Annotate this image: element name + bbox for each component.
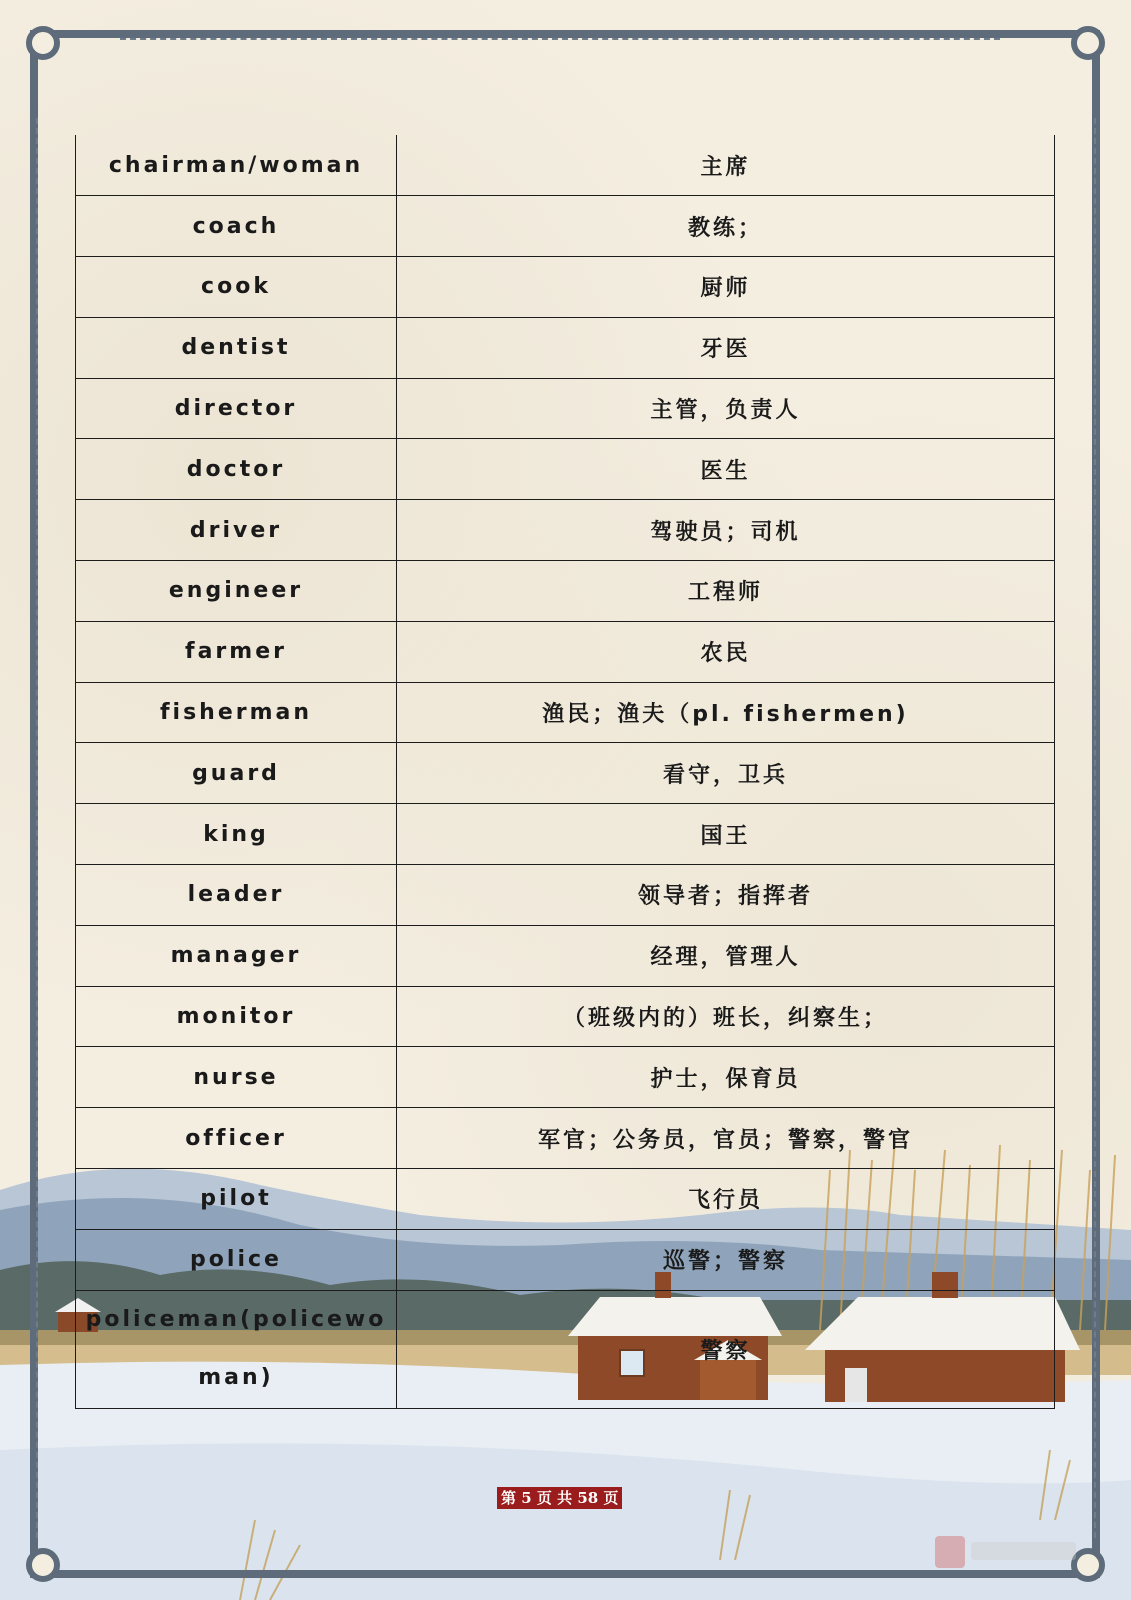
english-word: driver [76,500,397,561]
table-row [76,196,1055,257]
english-word: cook [76,257,397,318]
english-word: policeman(policewoman) [76,1290,397,1408]
chinese-meaning: 巡警；警察 [397,1229,1055,1290]
english-word: dentist [76,317,397,378]
corner-ornament [26,1548,60,1582]
chinese-meaning: 驾驶员；司机 [397,500,1055,561]
english-word: monitor [76,986,397,1047]
english-word: fisherman [76,682,397,743]
english-word: director [76,378,397,439]
chinese-meaning: 飞行员 [397,1169,1055,1230]
table-row [76,986,1055,1047]
page-number: 第 5 页 共 58 页 [497,1487,622,1509]
table-row [76,135,1055,196]
chinese-meaning: 厨师 [397,257,1055,318]
chinese-meaning: （班级内的）班长，纠察生； [397,986,1055,1047]
english-word: king [76,804,397,865]
table-row [76,743,1055,804]
table-row [76,925,1055,986]
site-logo-watermark [933,1532,1083,1572]
chinese-meaning: 牙医 [397,317,1055,378]
english-word: officer [76,1108,397,1169]
table-row [76,378,1055,439]
table-row [76,621,1055,682]
table-row [76,804,1055,865]
table-row [76,317,1055,378]
chinese-meaning: 领导者；指挥者 [397,865,1055,926]
chinese-meaning: 医生 [397,439,1055,500]
chinese-meaning: 经理，管理人 [397,925,1055,986]
chinese-meaning: 工程师 [397,561,1055,622]
chinese-meaning: 军官；公务员，官员；警察，警官 [397,1108,1055,1169]
chinese-meaning: 主管，负责人 [397,378,1055,439]
english-word: pilot [76,1169,397,1230]
chinese-meaning: 国王 [397,804,1055,865]
english-word: nurse [76,1047,397,1108]
chinese-meaning: 主席 [397,135,1055,196]
table-row [76,1229,1055,1290]
vocabulary-table [75,135,1055,1409]
table-row [76,1290,1055,1408]
table-row [76,1047,1055,1108]
english-word: farmer [76,621,397,682]
table-row [76,561,1055,622]
english-word: leader [76,865,397,926]
chinese-meaning: 教练； [397,196,1055,257]
english-word: coach [76,196,397,257]
chinese-meaning: 渔民；渔夫（pl. fishermen) [397,682,1055,743]
table-row [76,1108,1055,1169]
english-word: police [76,1229,397,1290]
corner-ornament [26,26,60,60]
english-word: doctor [76,439,397,500]
english-word: manager [76,925,397,986]
corner-ornament [1071,26,1105,60]
english-word: guard [76,743,397,804]
chinese-meaning: 警察 [397,1290,1055,1408]
table-row [76,865,1055,926]
chinese-meaning: 护士，保育员 [397,1047,1055,1108]
table-row [76,257,1055,318]
chinese-meaning: 看守，卫兵 [397,743,1055,804]
chinese-meaning: 农民 [397,621,1055,682]
english-word: engineer [76,561,397,622]
table-row [76,1169,1055,1230]
table-row [76,682,1055,743]
table-row [76,500,1055,561]
english-word: chairman/woman [76,135,397,196]
table-row [76,439,1055,500]
